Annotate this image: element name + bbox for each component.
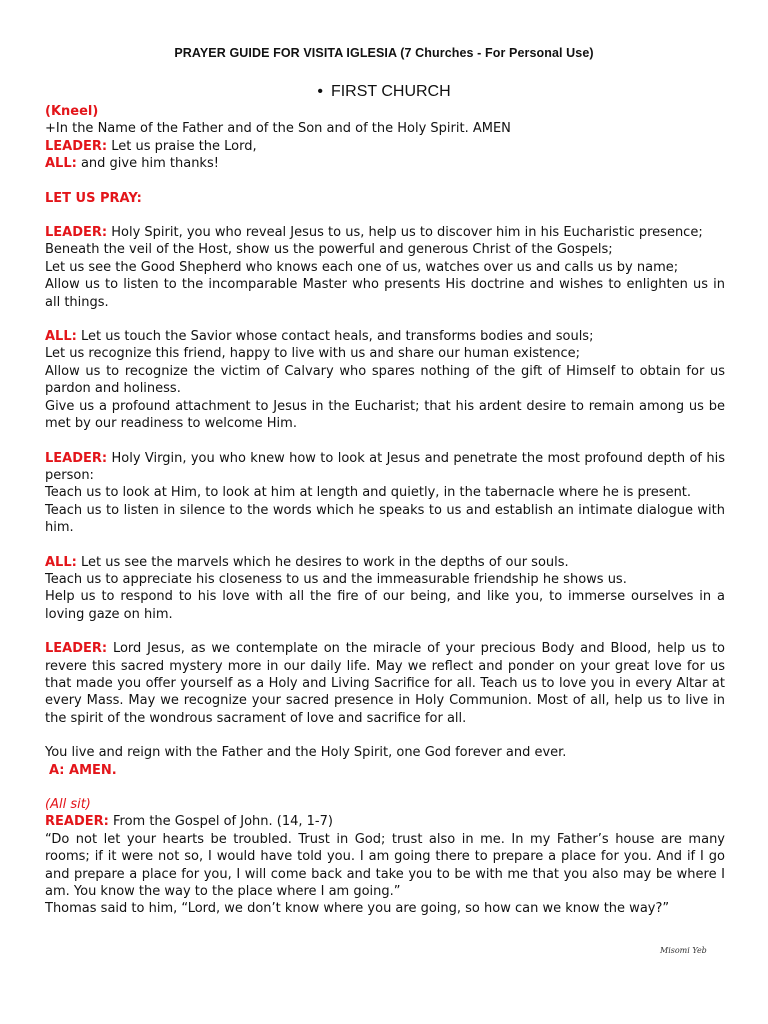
prayer-paragraph-3: LEADER: Holy Virgin, you who knew how to look at Jesus and penetrate the most profound depth of his person: Teach us to look at Him, to look at him at length and quietly, in the tabernacle where he is present. Teach us to listen in silence to the words which he speaks to us and establish an intimate dialogue with him. (45, 450, 725, 536)
prayer-paragraph-5: LEADER: Lord Jesus, as we contemplate on the miracle of your precious Body and Blood, help us to revere this sacred mystery more in our daily life. May we reflect and ponder on your great love for us that made you offer yourself as a Holy and Living Sacrifice for all. Teach us to love you in every Altar at every Mass. May we recognize your sacred presence in Holy Communion. Most of all, help us to live in the spirit of the wondrous sacrament of love and sacrifice for all. (45, 641, 725, 726)
leader-label: LEADER: (45, 641, 108, 657)
sign-of-cross: +In the Name of the Father and of the Son and of the Holy Spirit. AMEN (45, 121, 511, 137)
all-label: ALL: (45, 554, 77, 570)
all-sit-instruction: (All sit) (45, 797, 91, 812)
kneel-instruction: (Kneel) (45, 104, 99, 119)
gospel-quote: “Do not let your hearts be troubled. Trust in God; trust also in me. In my Father’s house are many rooms; if it were not so, I would have told you. I am going there to prepare a place for you. And if I go and prepare a place for you, I will come back and take you to be with me that you also may be where I am. You know the way to the place where I am going.” (45, 831, 725, 900)
reader-label: READER: (45, 814, 109, 830)
gospel-thomas-line: Thomas said to him, “Lord, we don’t know where you are going, so how can we know the way?” (45, 901, 670, 917)
closing-doxology: You live and reign with the Father and the Holy Spirit, one God forever and ever. (45, 745, 567, 761)
gospel-source: From the Gospel of John. (14, 1-7) (108, 814, 333, 830)
prayer-paragraph-2: ALL: Let us touch the Savior whose contact heals, and transforms bodies and souls; Let us recognize this friend, happy to live with us and share our human existence; Allow us to recognize the victim of Calvary who spares nothing of the gift of Himself to obtain for us pardon and holiness. Give us a profound attachment to Jesus in the Eucharist; that his ardent desire to remain among us be met by our readiness to welcome Him. (45, 329, 725, 432)
prayer-body (45, 103, 725, 918)
page-title: PRAYER GUIDE FOR VISITA IGLESIA (7 Churches - For Personal Use) (174, 46, 594, 60)
let-us-pray-heading: LET US PRAY: (45, 190, 142, 206)
leader-label: LEADER: (45, 138, 108, 154)
prayer-paragraph-4: ALL: Let us see the marvels which he desires to work in the depths of our souls. Teach us to appreciate his closeness to us and the immeasurable friendship he shows us. Help us to respond to his love with all the fire of our being, and like you, to immerse ourselves in a loving gaze on him. (45, 554, 725, 622)
church-heading (0, 83, 768, 101)
opening-leader-line: LEADER: Let us praise the Lord, (45, 138, 257, 154)
prayer-paragraph-1: LEADER: Holy Spirit, you who reveal Jesus to us, help us to discover him in his Eucharistic presence; Beneath the veil of the Host, show us the powerful and generous Christ of the Gospels; Let us see the Good Shepherd who knows each one of us, watches over us and calls us by name; Allow us to listen to the incomparable Master who presents His doctrine and wishes to enlighten us in all things. (45, 225, 725, 310)
signature: Misomi Yeb (660, 946, 707, 955)
amen-response: A: AMEN. (49, 762, 117, 778)
leader-label: LEADER: (45, 225, 108, 241)
all-label: ALL: (45, 329, 77, 345)
opening-all-line: ALL: and give him thanks! (45, 156, 219, 172)
bullet-icon: • (317, 83, 323, 100)
church-title: FIRST CHURCH (330, 83, 451, 100)
all-label: ALL: (45, 156, 77, 172)
leader-label: LEADER: (45, 450, 108, 466)
